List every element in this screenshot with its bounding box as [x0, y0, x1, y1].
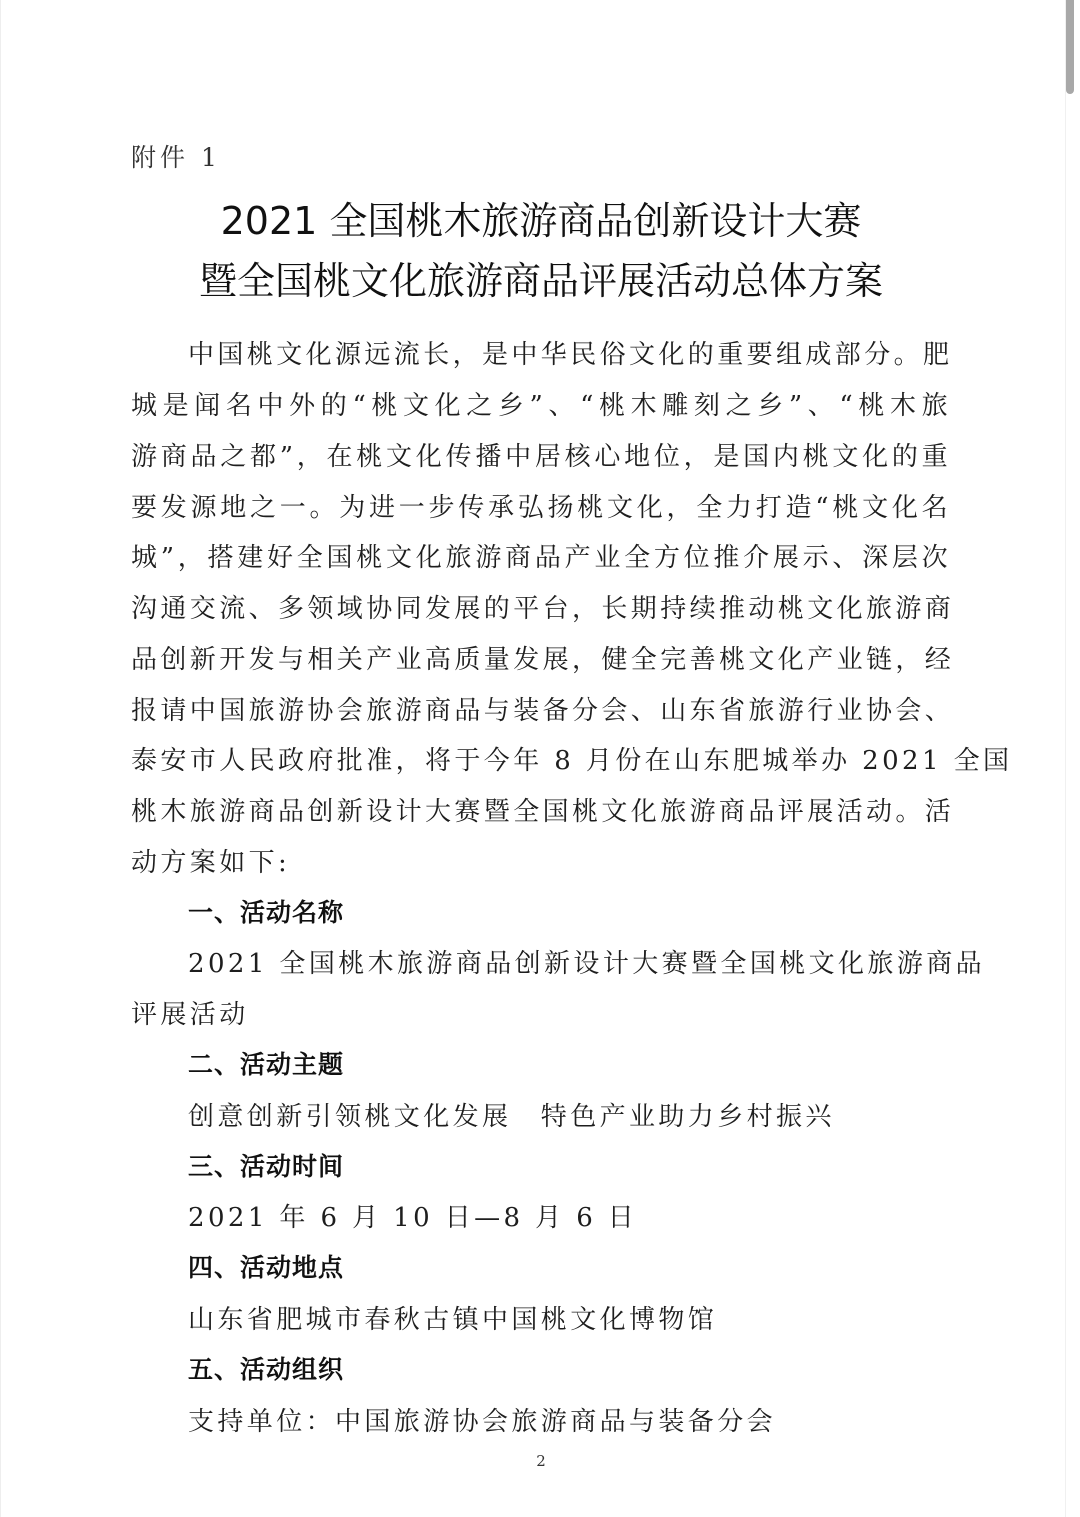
attachment-label: 附件 1 [131, 143, 221, 172]
intro-line: 泰安市人民政府批准，将于今年 8 月份在山东肥城举办 2021 全国 [131, 746, 1013, 776]
section-heading-theme: 二、活动主题 [188, 1050, 345, 1079]
section-text: 支持单位：中国旅游协会旅游商品与装备分会 [188, 1407, 777, 1437]
section-heading-time: 三、活动时间 [188, 1152, 345, 1181]
document-title-line-2: 暨全国桃文化旅游商品评展活动总体方案 [198, 259, 883, 303]
section-text: 评展活动 [131, 1000, 249, 1030]
scrollbar-track[interactable] [1065, 0, 1076, 1517]
intro-line: 要发源地之一。为进一步传承弘扬桃文化，全力打造“桃文化名 [131, 493, 951, 523]
intro-line: 城”，搭建好全国桃文化旅游商品产业全方位推介展示、深层次 [131, 543, 951, 573]
intro-line: 城是闻名中外的“桃文化之乡”、“桃木雕刻之乡”、“桃木旅 [131, 391, 951, 421]
intro-line: 动方案如下: [131, 848, 291, 878]
scrollbar-thumb[interactable] [1066, 0, 1074, 94]
intro-line: 游商品之都”，在桃文化传播中居核心地位，是国内桃文化的重 [131, 442, 951, 472]
page-number: 2 [536, 1452, 546, 1470]
intro-line: 中国桃文化源远流长，是中华民俗文化的重要组成部分。肥 [188, 340, 953, 370]
section-text: 山东省肥城市春秋古镇中国桃文化博物馆 [188, 1305, 718, 1335]
section-heading-name: 一、活动名称 [188, 898, 345, 927]
section-text: 创意创新引领桃文化发展 特色产业助力乡村振兴 [188, 1102, 835, 1132]
intro-line: 品创新开发与相关产业高质量发展，健全完善桃文化产业链，经 [131, 645, 955, 675]
section-text: 2021 全国桃木旅游商品创新设计大赛暨全国桃文化旅游商品 [188, 949, 986, 979]
section-text: 2021 年 6 月 10 日—8 月 6 日 [188, 1203, 638, 1233]
document-title-line-1: 2021 全国桃木旅游商品创新设计大赛 [220, 199, 862, 243]
section-heading-location: 四、活动地点 [188, 1253, 345, 1282]
intro-line: 报请中国旅游协会旅游商品与装备分会、山东省旅游行业协会、 [131, 696, 955, 726]
section-heading-organization: 五、活动组织 [188, 1355, 345, 1384]
intro-line: 沟通交流、多领域协同发展的平台，长期持续推动桃文化旅游商 [131, 594, 955, 624]
intro-line: 桃木旅游商品创新设计大赛暨全国桃文化旅游商品评展活动。活 [131, 797, 955, 827]
